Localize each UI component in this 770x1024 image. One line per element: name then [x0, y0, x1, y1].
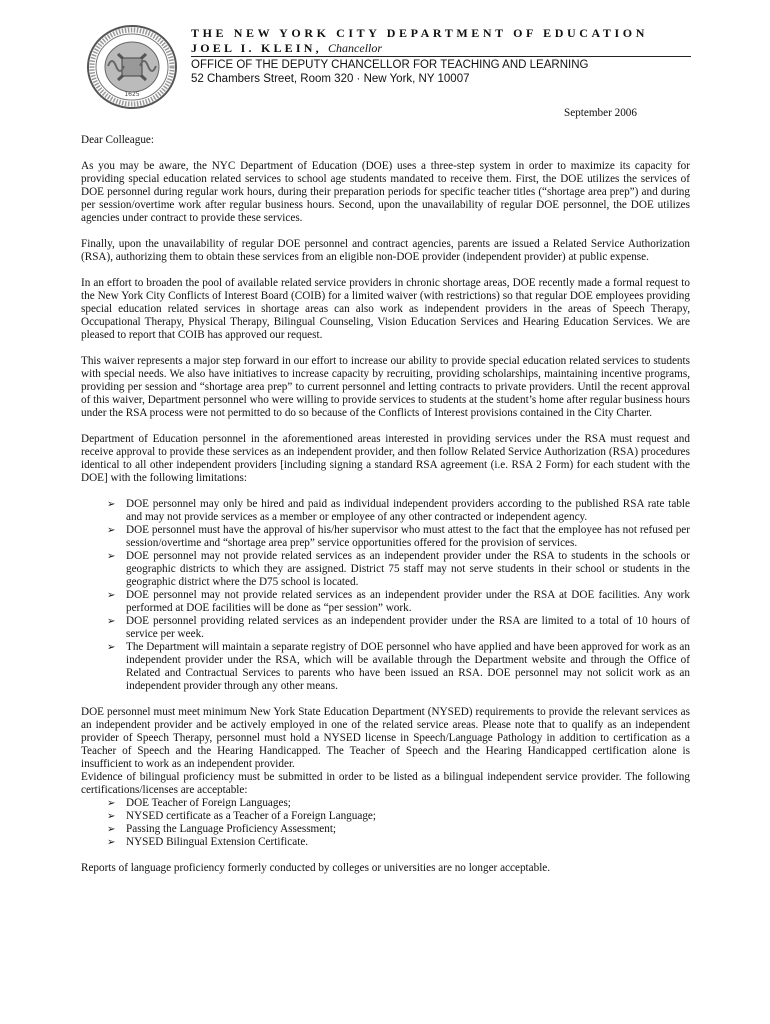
office-address: 52 Chambers Street, Room 320 · New York, NY 10007 [191, 73, 470, 85]
paragraph-waiver-request: In an effort to broaden the pool of available related service providers in chronic shortage areas, DOE recently made a formal request to the New York City Conflicts of Interest Board (COIB) for a limited waiver (with restrictions) so that regular DOE employees providing special education related services in shortage areas can also work as independent providers in the areas of Speech Therapy, Occupational Therapy, Physical Therapy, Bilingual Counseling, Vision Education Services and Hearing Education Services. We are pleased to report that COIB has approved our request. [81, 277, 690, 341]
list-item: ➢ DOE personnel may not provide related services as an independent provider under the RSA to students in the schools or geographic districts to which they are assigned. District 75 staff may not serve students in their school or students in the geographic district where the D75 school is located. [107, 550, 690, 589]
list-item: ➢ Passing the Language Proficiency Assessment; [107, 823, 690, 836]
paragraph-rsa: Finally, upon the unavailability of regular DOE personnel and contract agencies, parents are issued a Related Service Authorization (RSA), authorizing them to obtain these services from an eligible non-DOE provider (independent provider) at public expense. [81, 238, 690, 263]
list-item: ➢ DOE personnel may only be hired and paid as individual independent providers according to the published RSA rate table and may not provide services as a member or employee of any other contracted or independent agency. [107, 498, 690, 524]
limitations-list [81, 498, 690, 693]
paragraph-closing: Reports of language proficiency formerly conducted by colleges or universities are no longer acceptable. [81, 862, 551, 874]
chancellor-line [191, 41, 691, 56]
letterhead-rule [191, 56, 691, 57]
list-item: ➢ NYSED Bilingual Extension Certificate. [107, 836, 690, 849]
list-item: ➢ The Department will maintain a separate registry of DOE personnel who have applied and have been approved for work as an independent provider under the RSA, which will be available through the Department website and through the Office of Related and Contractual Services to parents who have been issued an RSA. DOE personnel may not solicit work as an independent provider through any other means. [107, 641, 690, 693]
list-item: ➢ DOE personnel may not provide related services as an independent provider under the RSA at DOE facilities. Any work performed at DOE facilities will be done as “per session” work. [107, 589, 690, 615]
paragraph-intro: As you may be aware, the NYC Department of Education (DOE) uses a three-step system in order to maximize its capacity for providing special education related services to school age students mandated to receive them. First, the DOE utilizes the services of DOE personnel during regular work hours, during their preparation periods for specific teacher titles (“shortage area prep”) and during per session/overtime work after regular business hours. Second, upon the unavailability of regular DOE personnel, the DOE utilizes agencies under contract to provide these services. [81, 160, 690, 224]
paragraph-nysed: DOE personnel must meet minimum New York State Education Department (NYSED) requirements to provide the relevant services as an independent provider and be actively employed in one of the related service areas. Please note that to qualify as an independent provider of Speech Therapy, personnel must hold a NYSED license in Speech/Language Pathology in addition to certification as a Teacher of Speech and the Hearing Handicapped. The Teacher of Speech and the Hearing Handicapped certification alone is insufficient to work as an independent provider. [81, 706, 690, 770]
letter-date: September 2006 [563, 107, 637, 119]
paragraph-waiver-impact: This waiver represents a major step forward in our effort to increase our ability to provide special education related services to students with special needs. We also have initiatives to increase capacity by recruiting, providing scholarships, maintaining incentive programs, providing per session and “shortage area prep” to current personnel and letting contracts to private providers. Until the recent approval of this waiver, Department personnel who were willing to provide services to students at the student’s home after regular business hours under the RSA process were not permitted to do so because of the Conflicts of Interest provisions contained in the City Charter. [81, 355, 690, 419]
certifications-list [81, 797, 690, 849]
office-name: OFFICE OF THE DEPUTY CHANCELLOR FOR TEACHING AND LEARNING [191, 59, 589, 71]
seal-year: 1625 [124, 91, 140, 98]
letter-body [81, 107, 690, 888]
salutation: Dear Colleague: [81, 134, 154, 146]
paragraph-personnel: Department of Education personnel in the aforementioned areas interested in providing services under the RSA must request and receive approval to provide these services as an independent provider, and then follow Related Service Authorization (RSA) procedures identical to all other independent providers [including signing a standard RSA agreement (i.e. RSA 2 Form) for each student with the DOE] with the following limitations: [81, 433, 690, 484]
list-item: ➢ NYSED certificate as a Teacher of a Foreign Language; [107, 810, 690, 823]
chancellor-title: Chancellor [328, 41, 383, 55]
list-item: ➢ DOE personnel must have the approval of his/her supervisor who must attest to the fact that the employee has not refused per session/overtime and “shortage area prep” service opportunities offered for the provision of services. [107, 524, 690, 550]
list-item: ➢ DOE personnel providing related services as an independent provider under the RSA are limited to a total of 10 hours of service per week. [107, 615, 690, 641]
paragraph-bilingual: Evidence of bilingual proficiency must be submitted in order to be listed as a bilingual independent service provider. The following certifications/licenses are acceptable: [81, 771, 690, 796]
department-name: THE NEW YORK CITY DEPARTMENT OF EDUCATION [191, 26, 648, 40]
letterhead [191, 26, 691, 86]
list-item: ➢ DOE Teacher of Foreign Languages; [107, 797, 690, 810]
chancellor-name: JOEL I. KLEIN, [191, 41, 322, 55]
city-seal-logo [86, 24, 178, 110]
